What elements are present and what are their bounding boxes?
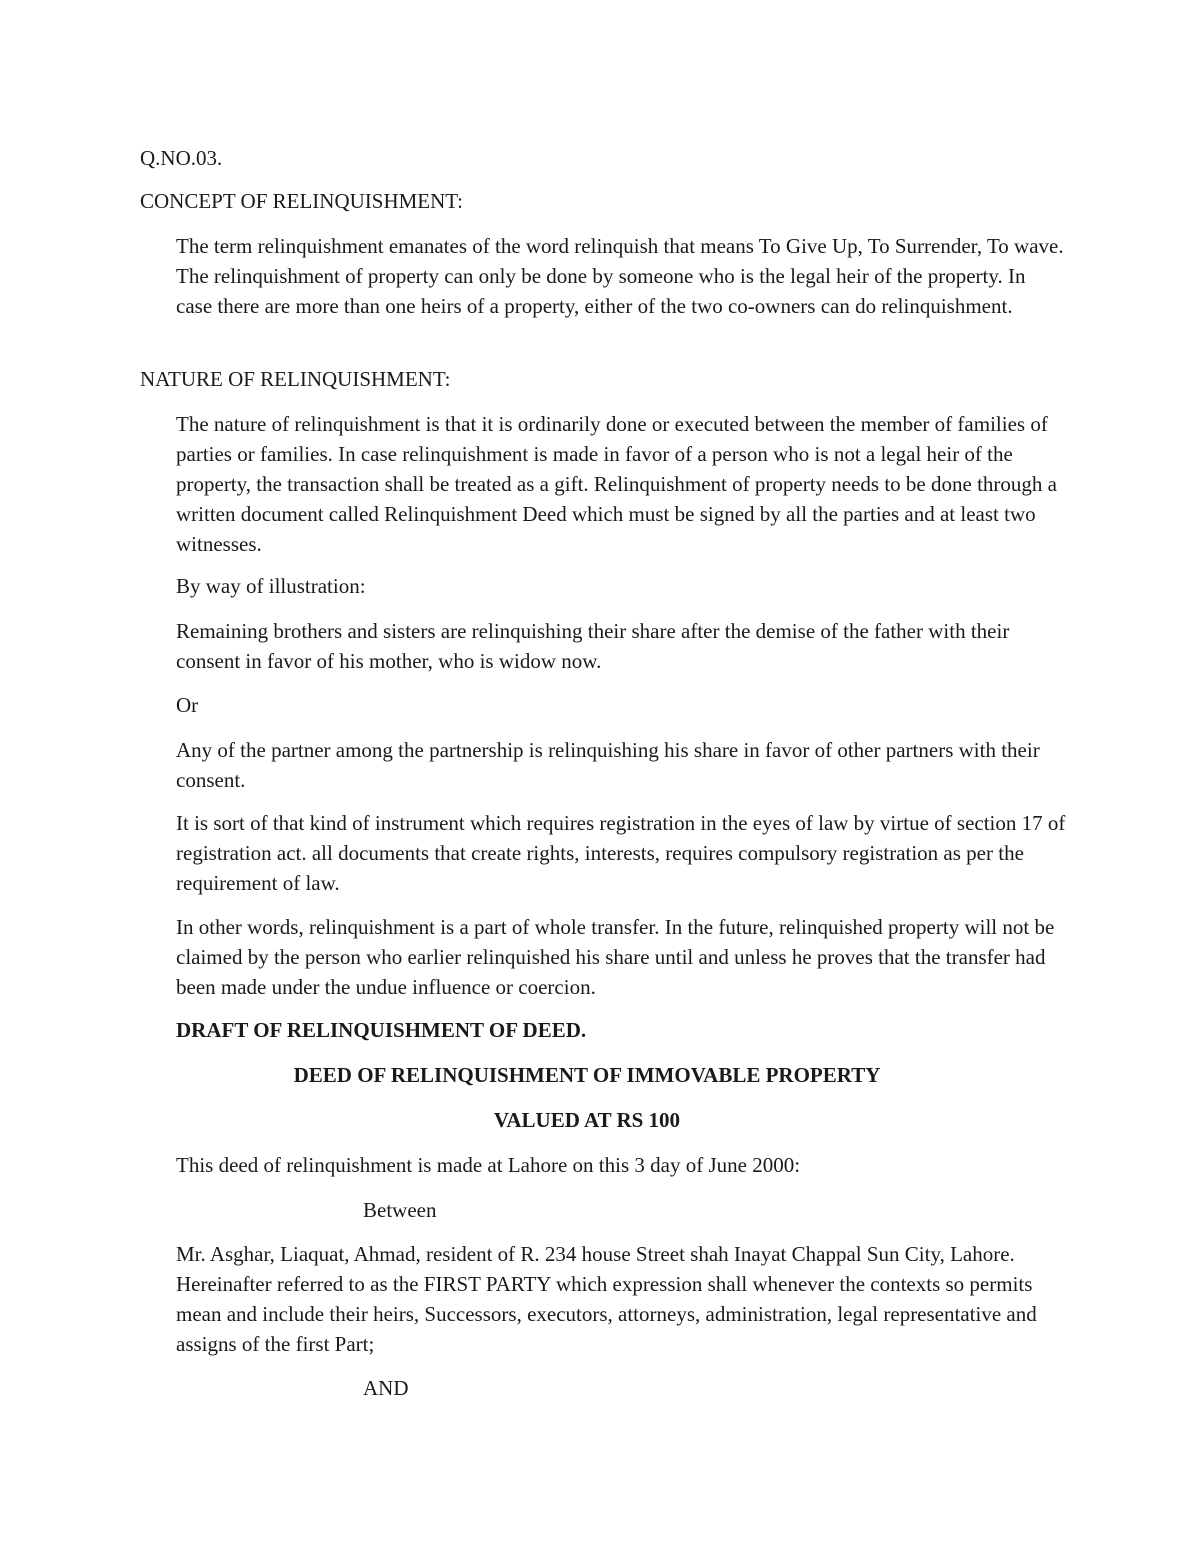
deed-title-line-1: DEED OF RELINQUISHMENT OF IMMOVABLE PROPERTY xyxy=(293,1063,881,1087)
concept-paragraph: The term relinquishment emanates of the word relinquish that means To Give Up, To Surrender, To wave. The relinquishment of property can only be done by someone who is the legal heir of the property. In case there are more than one heirs of a property, either of the two co-owners can do relinquishment. xyxy=(176,234,1064,318)
deed-title-line-2: VALUED AT RS 100 xyxy=(493,1108,681,1132)
nature-paragraph: The nature of relinquishment is that it is ordinarily done or executed between the member of families of parties or families. In case relinquishment is made in favor of a person who is not a legal heir of the property, the transaction shall be treated as a gift. Relinquishment of property needs to be done through a written document called Relinquishment Deed which must be signed by all the parties and at least two witnesses. xyxy=(176,412,1057,556)
and-text: AND xyxy=(363,1376,409,1400)
between-text: Between xyxy=(363,1198,437,1222)
other-words-paragraph: In other words, relinquishment is a part of whole transfer. In the future, relinquished property will not be claimed by the person who earlier relinquished his share until and unless he proves that the transfer had been made under the undue influence or coercion. xyxy=(176,915,1055,999)
illustration-2: Any of the partner among the partnership is relinquishing his share in favor of other partners with their consent. xyxy=(176,738,1040,792)
illustration-1: Remaining brothers and sisters are relinquishing their share after the demise of the father with their consent in favor of his mother, who is widow now. xyxy=(176,619,1010,673)
illustration-intro: By way of illustration: xyxy=(176,574,366,598)
first-party-paragraph: Mr. Asghar, Liaquat, Ahmad, resident of R. 234 house Street shah Inayat Chappal Sun City, Lahore. Hereinafter referred to as the FIRST PARTY which expression shall whenever the contexts so permits mean and include their heirs, Successors, executors, attorneys, administration, legal representative and assigns of the first Part; xyxy=(176,1242,1037,1356)
registration-paragraph: It is sort of that kind of instrument which requires registration in the eyes of law by virtue of section 17 of registration act. all documents that create rights, interests, requires compulsory registration as per the requirement of law. xyxy=(176,811,1066,895)
deed-intro: This deed of relinquishment is made at Lahore on this 3 day of June 2000: xyxy=(176,1153,801,1177)
nature-heading: NATURE OF RELINQUISHMENT: xyxy=(140,367,451,391)
draft-heading: DRAFT OF RELINQUISHMENT OF DEED. xyxy=(176,1018,587,1042)
question-number: Q.NO.03. xyxy=(140,146,223,170)
or-text: Or xyxy=(176,693,199,717)
concept-heading: CONCEPT OF RELINQUISHMENT: xyxy=(140,189,463,213)
